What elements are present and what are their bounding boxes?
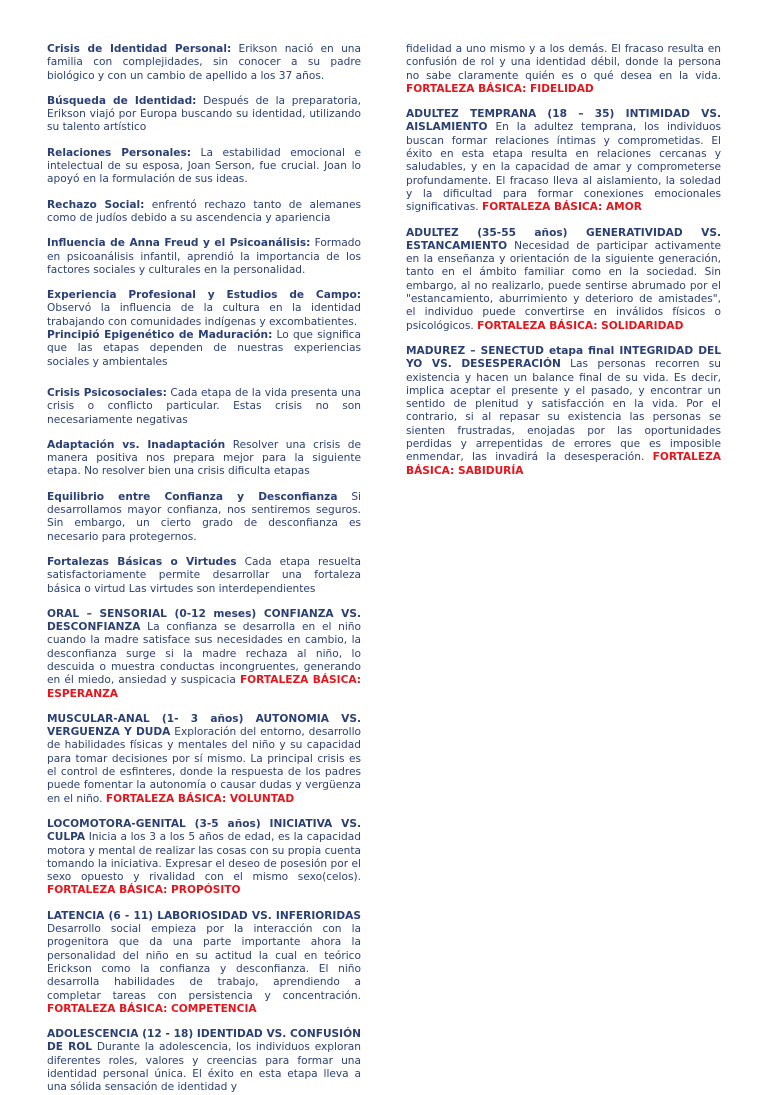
paragraph-body: Si desarrollamos mayor confianza, nos sentiremos seguros. Sin embargo, un cierto grado de desconfianza es necesario para protegernos. [47, 490, 361, 543]
paragraph-heading: Búsqueda de Identidad: [47, 94, 197, 107]
stage-body: La confianza se desarrolla en el niño cuando la madre satisface sus necesidades en cambio, la desconfianza surge si la madre rechaza al niño, lo descuida o muestra conductas incongruentes, generando en él miedo, ansiedad y suspicacia [47, 621, 361, 687]
stage-body: fidelidad a uno mismo y a los demás. El fracaso resulta en confusión de rol y una identidad débil, donde la persona no sabe claramente quién es o qué desea en la vida. [406, 43, 721, 82]
stage-adulthood [406, 227, 721, 333]
stage-heading: ADULTEZ TEMPRANA (18 – 35) INTIMIDAD VS. AISLAMIENTO [406, 108, 721, 134]
paragraph-psychosocial-crises [47, 387, 361, 427]
paragraph-field-experience [47, 289, 361, 329]
paragraph-heading: Rechazo Social: [47, 198, 145, 211]
stage-body: Exploración del entorno, desarrollo de habilidades físicas y mentales del niño y su capacidad para tomar decisiones por sí mismo. La principal crisis es el control de esfinteres, donde la respuesta de los padres puede fomentar la autonomía o causar dudas y vergüenza en el niño. [47, 726, 362, 805]
stage-early-adulthood [406, 108, 721, 214]
stage-body: Necesidad de participar activamente en la enseñanza y orientación de la siguiente generación, tanto en el ámbito familiar como en la sociedad. Sin embargo, al no realizarlo, puede sentirse abrumado por el "estancamiento, aburrimiento y deterioro de amistades", el individuo puede convertirse en inválidos físicos o psicológicos. [406, 239, 721, 332]
stage-locomotor-genital [47, 818, 361, 898]
stage-oral-sensorial [47, 608, 361, 701]
stage-heading: ORAL – SENSORIAL (0-12 meses) CONFIANZA VS. DESCONFIANZA [47, 607, 361, 634]
stage-body: En la adultez temprana, los individuos buscan formar relaciones íntimas y comprometidas. El éxito en esta etapa resulta en relaciones cercanas y saludables, y en la capacidad de amar y comprometerse profundamente. El fracaso lleva al aislamiento, la soledad y la dificultad para formar conexiones emocionales significativas. [406, 121, 721, 214]
paragraph-anna-freud [47, 237, 361, 277]
paragraph-heading: Crisis Psicosociales: [47, 386, 167, 399]
stage-heading: ADULTEZ (35-55 años) GENERATIVIDAD VS. ESTANCAMIENTO [406, 226, 721, 252]
paragraph-body: enfrentó rechazo tanto de alemanes como de judíos debido a su ascendencia y apariencia [47, 198, 361, 224]
stage-body: Desarrollo social empieza por la interacción con la progenitora que da una parte importante ahora la personalidad del niño en su actitud la cual en teórico Erickson como la confianza y desconfianza. El niño desarrolla habilidades de trabajo, aprendiendo a completar tareas con persistencia y concentración. [47, 923, 361, 1002]
stage-heading: ADOLESCENCIA (12 - 18) IDENTIDAD VS. CONFUSIÓN DE ROL [47, 1028, 361, 1054]
stage-latency [47, 910, 361, 1016]
stage-adolescence-continued [406, 43, 721, 96]
paragraph-epigenetic [47, 329, 361, 369]
right-column [406, 43, 721, 490]
paragraph-heading: Principió Epigenético de Maduración: [47, 329, 273, 342]
paragraph-heading: Crisis de Identidad Personal: [47, 43, 232, 55]
stage-maturity [406, 345, 721, 478]
stage-heading: MADUREZ – SENECTUD etapa final INTEGRIDAD DEL YO VS. DESESPERACIÓN [406, 344, 721, 371]
stage-heading: LOCOMOTORA-GENITAL (3-5 años) INICIATIVA VS. CULPA [47, 817, 361, 844]
basic-strength-label: FORTALEZA BÁSICA: FIDELIDAD [406, 82, 594, 95]
paragraph-heading: Experiencia Profesional y Estudios de Campo: [47, 289, 361, 302]
basic-strength-label: FORTALEZA BÁSICA: PROPÓSITO [47, 884, 241, 897]
basic-strength-label: FORTALEZA BÁSICA: SOLIDARIDAD [477, 319, 684, 332]
paragraph-heading: Influencia de Anna Freud y el Psicoanálisis: [47, 237, 311, 250]
paragraph-body: Formado en psicoanálisis infantil, aprendió la importancia de los factores sociales y culturales en la personalidad. [47, 237, 361, 276]
stage-adolescence [47, 1028, 361, 1094]
paragraph-adaptation [47, 439, 361, 479]
paragraph-heading: Equilibrio entre Confianza y Desconfianza [47, 490, 338, 503]
paragraph-body: Observó la influencia de la cultura en la identidad trabajando con comunidades indígenas y excombatientes. [47, 302, 361, 328]
paragraph-body: Cada etapa resuelta satisfactoriamente permite desarrollar una fortaleza básica o virtud Las virtudes son interdependientes [47, 555, 361, 595]
basic-strength-label: FORTALEZA BÁSICA: COMPETENCIA [47, 1002, 257, 1015]
stage-muscular-anal [47, 713, 361, 806]
paragraph-social-rejection [47, 199, 361, 226]
basic-strength-label: FORTALEZA BÁSICA: AMOR [481, 201, 642, 214]
paragraph-trust-balance [47, 491, 361, 544]
basic-strength-label: FORTALEZA BÁSICA: ESPERANZA [47, 674, 361, 700]
paragraph-basic-strengths [47, 556, 361, 596]
paragraph-heading: Relaciones Personales: [47, 146, 192, 159]
stage-heading: MUSCULAR-ANAL (1- 3 años) AUTONOMIA VS. VERGUENZA Y DUDA [47, 712, 361, 739]
paragraph-personal-relations [47, 147, 361, 187]
paragraph-heading: Adaptación vs. Inadaptación [47, 438, 226, 451]
paragraph-body: Cada etapa de la vida presenta una crisis o conflicto particular. Estas crisis no son necesariamente negativas [47, 386, 361, 426]
paragraph-body: Erikson nació en una familia con complejidades, sin conocer a su padre biológico y con un cambio de apellido a los 37 años. [47, 43, 361, 82]
left-column [47, 43, 361, 1095]
stage-body: Inicia a los 3 a los 5 años de edad, es la capacidad motora y mental de realizar las cosas con su propia cuenta tomando la iniciativa. Expresar el deseo de posesión por el sexo opuesto y rivalidad con el mismo sexo(celos). [47, 831, 361, 884]
stage-heading: LATENCIA (6 - 11) LABORIOSIDAD VS. INFERIORIDAS [47, 909, 361, 922]
paragraph-identity-search [47, 95, 361, 135]
paragraph-identity-crisis [47, 43, 361, 83]
basic-strength-label: FORTALEZA BÁSICA: VOLUNTAD [105, 792, 295, 805]
basic-strength-label: FORTALEZA BÁSICA: SABIDURÍA [406, 451, 721, 477]
stage-body: Durante la adolescencia, los individuos exploran diferentes roles, valores y creencias para formar una identidad personal única. El éxito en esta etapa lleva a una sólida sensación de identidad y [47, 1041, 362, 1094]
paragraph-body: Resolver una crisis de manera positiva nos prepara mejor para la siguiente etapa. No resolver bien una crisis dificulta etapas [47, 438, 361, 478]
paragraph-body: La estabilidad emocional e intelectual de su esposa, Joan Serson, fue crucial. Joan lo apoyó en la formulación de sus ideas. [47, 146, 361, 186]
paragraph-body: Después de la preparatoria, Erikson viajó por Europa buscando su identidad, utilizando su talento artístico [47, 94, 361, 134]
paragraph-body: Lo que significa que las etapas dependen de nuestras experiencias sociales y ambientales [47, 329, 361, 368]
stage-body: Las personas recorren su existencia y hacen un balance final de su vida. Es decir, implica aceptar el presente y el pasado, y encontrar un sentido de plenitud y satisfacción en la vida. Por el contrario, si al repasar su existencia las personas se sienten frustradas, enojadas por las oportunidades perdidas y arrepentidas de errores que es imposible enmendar, las invadirá la desesperación. [406, 358, 721, 464]
paragraph-heading: Fortalezas Básicas o Virtudes [47, 555, 237, 568]
